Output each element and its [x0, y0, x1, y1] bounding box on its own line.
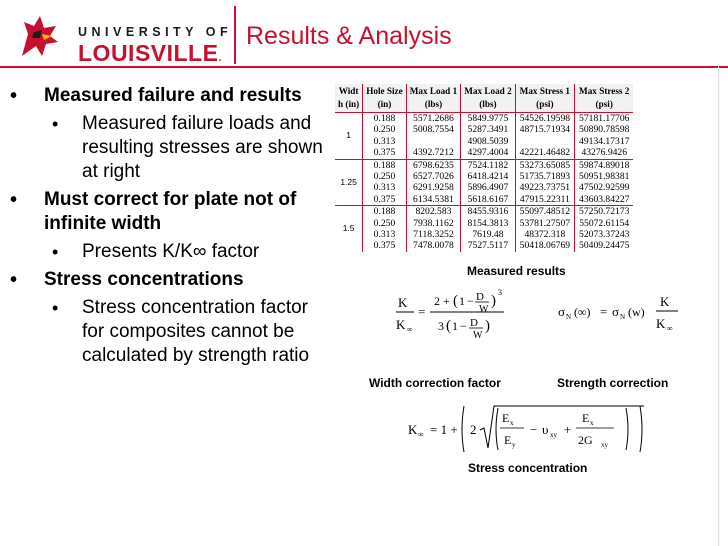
eq1-one-b: 1 [452, 319, 458, 333]
eq3-k: K [408, 422, 418, 437]
header-divider [234, 6, 236, 64]
table-cell: 55097.48512 [515, 206, 574, 218]
eq2-sub-n-left: N [566, 313, 572, 321]
table-cell: 8202.583 [406, 206, 460, 218]
table-row [335, 113, 633, 125]
table-cell: 0.188 [363, 159, 407, 171]
table-cell: 5896.4907 [461, 182, 515, 193]
eq2-k-num: K [660, 294, 670, 309]
table-cell: 0.188 [363, 113, 407, 125]
table-cell: 0.313 [363, 229, 407, 240]
table-row [335, 159, 633, 171]
table-cell: 8455.9316 [461, 206, 515, 218]
sub-bullet-measured-loads: • Measured failure loads and resulting stresses are shown at right [8, 112, 328, 184]
table-row [335, 206, 633, 218]
eq2-sigma-right: σ [612, 304, 620, 319]
cardinal-bird-icon [18, 12, 62, 62]
table-cell: 47502.92599 [579, 182, 630, 194]
header-rule [0, 66, 728, 68]
eq3-ex-sub: x [510, 419, 514, 427]
eq2-sub-n-right: N [620, 313, 626, 321]
table-cell: 7619.48 [461, 229, 515, 240]
table-cell: 5849.9775 [461, 113, 515, 125]
eq3-two: 2 [470, 422, 477, 437]
table-cell: 5008.7554 [406, 124, 460, 135]
table-row [335, 229, 633, 240]
table-cell: 6291.9258 [406, 182, 460, 193]
table-cell: 6418.4214 [461, 171, 515, 182]
table-row [335, 171, 633, 182]
table-cell: 48372.318 [515, 229, 574, 240]
table-cell: 0.188 [363, 206, 407, 218]
table-cell: 7524.1182 [461, 159, 515, 171]
sub-bullet-composites: • Stress concentration factor for composites cannot be calculated by strength ratio [8, 296, 328, 368]
eq3-ey: E [504, 433, 512, 447]
col-header-width: Widt h (in) [335, 84, 363, 113]
table-cell: 0.375 [363, 147, 407, 159]
eq2-arg-inf: (∞) [574, 305, 591, 319]
eq3-ey-sub: y [512, 441, 516, 449]
eq1-k-num: K [398, 295, 408, 310]
col-header-hole-size: Hole Size (in) [363, 84, 407, 113]
table-cell: 50418.06769 [515, 240, 574, 251]
table-cell: 57181.17706 [575, 113, 634, 125]
table-cell: 7118.3252 [406, 229, 460, 240]
bullet-stress-concentrations: • Stress concentrations [8, 268, 328, 292]
table-cell: 49223.73751 [515, 182, 574, 193]
sub-bullet-k-factor: • Presents K/K∞ factor [8, 240, 328, 264]
table-cell: 53781.27507 [515, 218, 574, 229]
strength-correction-equation [556, 290, 716, 340]
eq1-d: D [476, 291, 484, 303]
eq3-one-plus: = 1 + [430, 422, 458, 437]
col-header-max-stress-2: Max Stress 2 (psi) [575, 84, 634, 113]
eq1-exp: 3 [498, 288, 502, 297]
eq1-three: 3 [438, 319, 444, 333]
table-cell: 8154.3813 [461, 218, 515, 229]
table-cell: 50890.78598 [579, 124, 630, 136]
table-cell: 0.250 [363, 124, 407, 135]
table-cell: 0.375 [363, 240, 407, 251]
table-cell: 6134.5381 [406, 194, 460, 206]
table-header-row [335, 84, 633, 113]
eq3-2g: 2G [578, 433, 593, 447]
table-cell: 0.313 [363, 136, 407, 147]
table-row [335, 124, 633, 135]
table-cell: 5571.2686 [406, 113, 460, 125]
results-table [335, 84, 633, 252]
table-cell: 7938.1162 [406, 218, 460, 229]
table-cell: 43603.84227 [579, 193, 630, 205]
col-header-max-load-2: Max Load 2 (lbs) [461, 84, 515, 113]
eq3-g-sub: xy [601, 441, 608, 449]
width-correction-caption: Width correction factor [369, 376, 501, 390]
table-cell: 57250.72173 [575, 206, 634, 218]
table-cell: 48715.71934 [515, 124, 574, 135]
stress-concentration-caption: Stress concentration [468, 461, 588, 475]
width-cell: 1.25 [335, 159, 363, 206]
table-row [335, 147, 633, 159]
table-cell: 6527.7026 [406, 171, 460, 182]
eq1-minus-b: − [460, 319, 467, 333]
eq3-nu-sub: xy [550, 431, 557, 439]
table-cell: 0.250 [363, 218, 407, 229]
table-cell: 4908.5039 [461, 136, 515, 147]
table-cell: 7527.5117 [461, 240, 515, 251]
table-cell: 43276.9426 [581, 147, 628, 159]
table-cell: 47915.22311 [515, 194, 574, 206]
col-header-max-stress-1: Max Stress 1 (psi) [515, 84, 574, 113]
strength-correction-caption: Strength correction [557, 376, 669, 390]
eq2-arg-w: (w) [628, 305, 645, 319]
eq1-paren-open: ( [453, 293, 458, 309]
table-cell: 50951.98381 [579, 171, 630, 183]
eq1-minus: − [467, 294, 474, 308]
slide-title: Results & Analysis [246, 22, 452, 50]
eq3-nu: υ [542, 422, 549, 437]
eq1-paren-close: ) [491, 293, 496, 309]
table-row [335, 136, 633, 147]
logo-main-text: LOUISVILLE. [78, 40, 223, 66]
eq1-k-den: K [396, 317, 406, 332]
table-cell: 51735.71893 [515, 171, 574, 182]
eq1-w: W [479, 304, 489, 315]
table-cell: 53273.65085 [515, 159, 574, 171]
width-cell: 1 [335, 113, 363, 160]
eq1-d-b: D [470, 317, 478, 329]
logo-top-text: UNIVERSITY OF [78, 25, 233, 39]
table-cell [406, 136, 460, 147]
eq1-equals: = [418, 304, 426, 319]
table-row [335, 194, 633, 206]
university-logo [18, 12, 238, 66]
width-cell: 1.5 [335, 206, 363, 252]
right-rule [718, 66, 719, 546]
eq1-w-b: W [473, 330, 483, 341]
table-cell: 6798.6235 [406, 159, 460, 171]
eq1-inf: ∞ [407, 325, 413, 334]
eq3-ex: E [502, 411, 510, 425]
eq3-minus: − [530, 422, 538, 437]
width-correction-equation [390, 285, 530, 347]
eq3-inf: ∞ [418, 430, 424, 439]
eq3-ex2-sub: x [590, 419, 594, 427]
table-cell: 4297.4004 [461, 147, 515, 159]
eq2-k-den: K [656, 316, 666, 331]
table-cell: 52073.37243 [579, 229, 630, 241]
eq1-paren2-open: ( [446, 318, 451, 334]
eq1-two: 2 [434, 294, 440, 308]
table-cell: 0.313 [363, 182, 407, 193]
eq1-paren2-close: ) [485, 318, 490, 334]
eq2-inf: ∞ [667, 324, 673, 333]
table-caption: Measured results [467, 264, 566, 278]
table-cell: 5287.3491 [461, 124, 515, 135]
table-cell: 7478.0078 [406, 240, 460, 251]
table-row [335, 182, 633, 193]
table-cell: 59874.89018 [575, 159, 634, 171]
bullet-measured-failure: • Measured failure and results [8, 84, 328, 108]
eq1-one: 1 [459, 294, 465, 308]
table-cell: 54526.19598 [515, 113, 574, 125]
table-cell: 0.250 [363, 171, 407, 182]
eq2-sigma-left: σ [558, 304, 566, 319]
col-header-max-load-1: Max Load 1 (lbs) [406, 84, 460, 113]
table-cell: 4392.7212 [406, 147, 460, 159]
eq3-ex2: E [582, 411, 590, 425]
table-cell: 55072.61154 [579, 217, 630, 229]
bullet-list [8, 84, 328, 372]
eq3-plus: + [564, 422, 572, 437]
table-cell [515, 136, 574, 147]
bullet-correct-width: • Must correct for plate not of infinite width [8, 188, 328, 236]
eq2-equals: = [600, 304, 608, 319]
table-cell: 50409.24475 [579, 240, 630, 252]
table-cell: 0.375 [363, 194, 407, 206]
stress-concentration-equation [404, 400, 664, 456]
table-row [335, 218, 633, 229]
table-cell: 42221.46482 [515, 147, 574, 159]
table-row [335, 240, 633, 251]
eq1-plus: + [443, 294, 450, 308]
table-cell: 5618.6167 [461, 194, 515, 206]
table-cell: 49134.17317 [579, 135, 630, 147]
